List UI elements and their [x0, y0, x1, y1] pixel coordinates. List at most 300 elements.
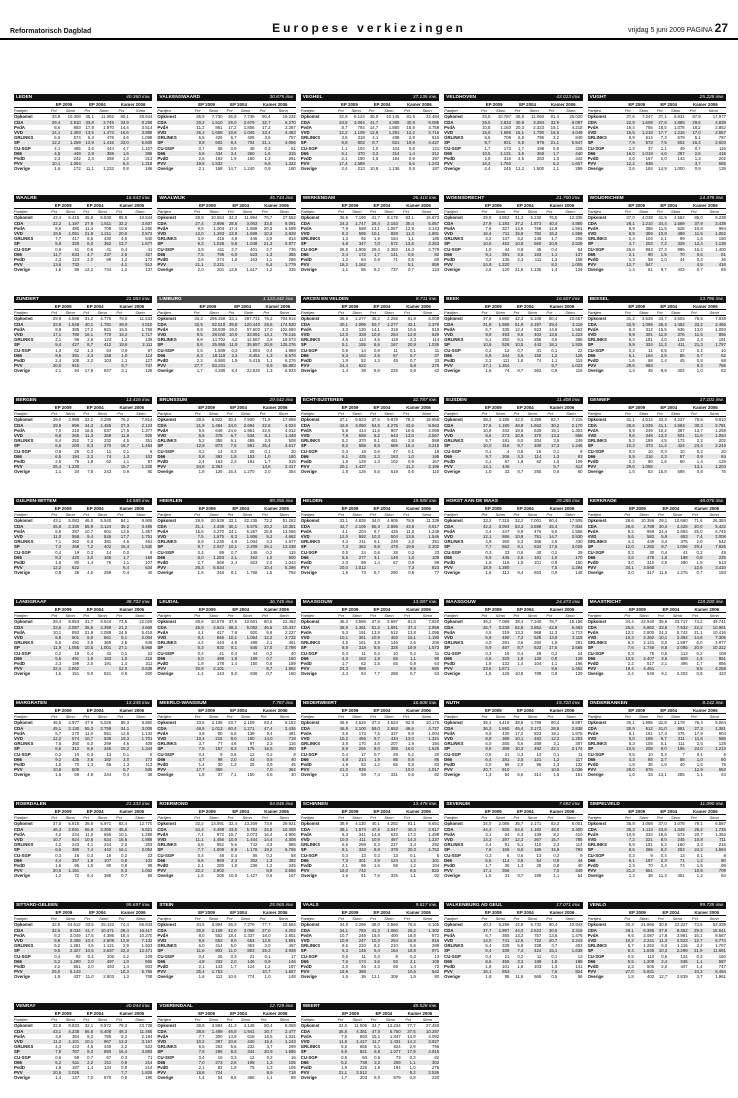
result-cell: 365	[247, 1075, 255, 1081]
result-cell: 0,3	[627, 549, 634, 555]
result-cell: 0,4	[341, 751, 348, 757]
party-name: CDA	[444, 322, 477, 327]
party-name: GRLINKS	[444, 539, 464, 545]
result-cell: 301	[635, 332, 653, 337]
column-group-ep2009: EP 2009	[477, 203, 509, 209]
party-name: SP	[14, 847, 47, 852]
result-cell: 9,0	[653, 746, 667, 751]
result-cell: 2,1	[55, 337, 62, 343]
party-name: D66	[14, 353, 47, 358]
column-header: Stmn	[667, 209, 685, 215]
column-header: Pct	[225, 310, 237, 316]
municipality-panel	[14, 599, 152, 694]
result-cell: 891	[667, 726, 685, 731]
result-cell: 16,1	[111, 847, 127, 852]
result-cell: 0,9	[121, 671, 128, 677]
result-cell: 13.238	[272, 544, 295, 549]
result-cell: 22,6	[255, 423, 271, 428]
result-cell: 103	[534, 964, 542, 970]
party-name: Opkomst	[157, 821, 177, 827]
column-header: Pct	[541, 209, 557, 215]
result-cell: 9,0	[223, 938, 237, 943]
result-cell: 3.284	[524, 120, 544, 125]
result-cell: 79	[721, 762, 726, 768]
municipality-name: SIMPELVELD	[589, 801, 620, 807]
result-cell: 481	[288, 730, 296, 736]
column-group-ep2004: EP 2004	[366, 304, 398, 310]
result-cell: 3,3	[509, 454, 523, 459]
result-cell: 0,9	[551, 368, 558, 374]
column-header: Stmn	[271, 108, 296, 114]
result-cell: 187	[432, 166, 440, 172]
column-group-ep2009: EP 2009	[477, 304, 509, 310]
result-cell: 1,0	[696, 368, 703, 374]
party-name: CU-SGP	[587, 347, 605, 353]
result-cell: 0,5	[341, 953, 348, 959]
party-name: D66	[444, 858, 477, 863]
column-header: Pct	[223, 411, 237, 417]
result-cell: 2.800	[643, 629, 655, 635]
result-cell: 74	[679, 863, 685, 869]
result-cell: 6,6	[484, 135, 491, 141]
result-cell: 1.240	[243, 166, 255, 172]
result-cell: 5,7	[541, 464, 559, 469]
result-cell: 11	[361, 953, 366, 959]
result-cell: 824	[557, 969, 582, 974]
result-cell: 767	[61, 1049, 79, 1054]
result-cell: 16,9	[406, 124, 415, 130]
result-cell: 3.093	[491, 524, 509, 529]
result-cell: 774	[247, 974, 255, 980]
column-group-ep2009: EP 2009	[477, 506, 509, 512]
result-cell: 2.852	[715, 124, 726, 130]
result-cell: 11,6	[191, 948, 205, 953]
result-cell: 6,1	[230, 438, 237, 444]
result-cell: 4.386	[103, 932, 115, 938]
column-header: Stmn	[557, 310, 582, 316]
result-cell: 24,3	[334, 666, 348, 671]
party-name: GRLINKS	[14, 943, 34, 949]
column-header: Stmn	[129, 916, 152, 922]
result-cell: 5,6	[55, 528, 62, 534]
result-cell: 10.601	[244, 619, 258, 625]
result-cell: 17,2	[407, 831, 416, 837]
result-cell: 25.955	[203, 342, 226, 347]
result-cell: 1.638	[557, 948, 582, 953]
party-name: GRLINKS	[14, 135, 34, 141]
column-header: Pct	[257, 613, 272, 619]
column-header: Pct	[477, 916, 491, 922]
column-header: Pct	[685, 108, 701, 114]
column-header: Pct	[477, 108, 490, 114]
result-cell: 10,6	[118, 225, 128, 231]
result-cell: 4,3	[334, 656, 348, 661]
result-cell: 443	[523, 342, 541, 347]
result-cell: 747	[127, 363, 152, 368]
result-cell: 7,4	[688, 534, 703, 539]
party-name: CU-SGP	[157, 751, 175, 757]
column-header: Pct	[366, 512, 380, 518]
result-cell: 242	[73, 156, 81, 162]
column-header: Partijen	[444, 411, 477, 417]
result-cell: 1.136	[388, 166, 400, 172]
result-cell: 5.742	[676, 629, 688, 635]
column-header: Stmn	[703, 714, 726, 720]
result-cell: 6,9	[79, 635, 93, 640]
result-cell: 191	[358, 629, 366, 635]
result-cell: 6,1	[621, 858, 635, 863]
result-cell: 6,0	[696, 640, 703, 646]
municipality-name: LIMBURG	[159, 296, 182, 302]
result-cell: 3,9	[341, 730, 348, 736]
party-name: CDA	[588, 827, 621, 832]
result-cell: 49	[721, 549, 726, 555]
result-cell: 17,5	[541, 544, 557, 549]
column-group-ep2009: EP 2009	[621, 910, 654, 916]
column-header: Pct	[685, 310, 703, 316]
result-cell: 260	[237, 151, 255, 156]
result-cell: 150	[250, 661, 258, 667]
result-cell: 4.238	[61, 1029, 79, 1034]
result-cell: 821	[103, 671, 112, 677]
result-cell: 3.528	[641, 316, 653, 322]
party-name: Opkomst	[444, 922, 463, 928]
result-cell: 347	[348, 241, 366, 246]
result-cell: 17,4	[334, 161, 347, 166]
party-name: D66	[301, 555, 334, 560]
result-cell: 285	[677, 772, 685, 778]
result-cell: 368	[103, 640, 112, 646]
results-table	[444, 304, 582, 374]
column-header: Stmn	[237, 209, 257, 215]
result-cell: 0,8	[407, 762, 414, 768]
result-cell: 33,2	[194, 316, 203, 322]
result-cell: 1,6	[696, 762, 703, 768]
result-cell: 2.715	[415, 130, 439, 135]
result-cell: 1,0	[111, 353, 127, 358]
column-header: Partijen	[14, 916, 47, 922]
table-row	[588, 166, 726, 171]
result-cell: 5,7	[55, 730, 62, 736]
result-cell: 9,7	[477, 454, 491, 459]
result-cell: 1,4	[87, 560, 94, 566]
result-cell: 9,2	[121, 1033, 128, 1039]
result-cell: 6,0	[87, 741, 94, 747]
result-cell: 12,9	[81, 140, 94, 145]
result-cell: 143	[216, 671, 225, 677]
result-cell: 5.165	[428, 922, 440, 928]
result-cell: 124	[247, 964, 255, 970]
column-group-ep2004: EP 2004	[79, 506, 111, 512]
result-cell: 74	[536, 358, 542, 364]
result-cell: 247	[502, 528, 510, 534]
result-cell: 2.141	[643, 640, 655, 646]
result-cell: 76,5	[548, 215, 558, 221]
result-cell: 12,0	[334, 332, 348, 337]
result-cell: 201	[217, 267, 225, 273]
result-cell: 0,2	[266, 751, 273, 757]
party-name: Overige	[444, 671, 461, 677]
result-cell: 34,0	[482, 821, 492, 827]
municipality-name: BRUNSSUM	[159, 397, 188, 403]
party-name: Opkomst	[587, 518, 607, 524]
result-cell: 15,1	[550, 124, 559, 130]
result-cell: 2,4	[654, 959, 667, 964]
column-header: Pct	[509, 209, 523, 215]
table-row	[588, 873, 726, 878]
result-cell: 10,6	[477, 342, 491, 347]
result-cell: 6,5	[341, 842, 348, 848]
result-cell: 1,8	[660, 762, 667, 768]
result-cell: 1,9	[198, 469, 205, 475]
result-cell: 21,1	[255, 140, 271, 145]
result-cell: 19,5	[398, 544, 414, 549]
result-cell: 62	[106, 459, 112, 465]
result-cell: 38	[74, 570, 80, 576]
result-cell: 24,2	[685, 847, 703, 852]
inhabitants-count: 25.228 inw.	[699, 94, 724, 100]
municipality-name: NUTH	[446, 700, 460, 706]
result-cell: 335	[502, 326, 510, 332]
party-name: CU-SGP	[587, 852, 605, 858]
party-name: CDA	[301, 827, 334, 832]
result-cell: 32,7	[255, 120, 271, 125]
party-name: D66	[301, 858, 334, 863]
municipality-name: WAALWIJK	[159, 195, 186, 201]
result-cell: 8,5	[373, 368, 380, 374]
result-cell: 426	[215, 135, 223, 141]
result-cell: 32,2	[514, 518, 524, 524]
result-cell: 17	[679, 347, 685, 353]
result-cell: 42,6	[334, 423, 348, 428]
result-cell: 13,7	[111, 241, 127, 246]
result-cell: 145	[348, 948, 366, 953]
result-cell: 540	[145, 236, 153, 242]
result-cell: 5,9	[621, 454, 635, 459]
result-cell: 168	[215, 166, 223, 172]
result-cell: 69	[74, 772, 80, 778]
party-name: GRLINKS	[14, 438, 34, 444]
column-header: Pct	[224, 512, 237, 518]
result-cell: 5.083	[68, 518, 80, 524]
result-cell: 7,8	[334, 433, 348, 438]
column-header: Pct	[621, 916, 634, 922]
result-cell: 37,2	[509, 221, 523, 226]
party-name: Overige	[444, 469, 461, 475]
results-table	[14, 607, 152, 677]
party-name: PvdD	[587, 358, 599, 364]
result-cell: 12,6	[509, 938, 523, 943]
result-cell: 85	[147, 873, 153, 879]
result-cell: 3,9	[197, 246, 204, 252]
column-group-kamer2006: Kamer 2006	[398, 910, 439, 916]
party-name: SP	[301, 140, 334, 145]
result-cell: 2.277	[355, 316, 366, 322]
result-cell: 38,1	[334, 827, 348, 832]
result-cell: 4,8	[334, 241, 348, 246]
inhabitants-count: 13.416 inw.	[126, 397, 151, 403]
result-cell: 2,7	[266, 246, 273, 252]
result-cell: 0,3	[55, 852, 62, 858]
result-cell: 33	[647, 772, 653, 778]
result-cell: 10,8	[514, 671, 524, 677]
result-cell: 16	[74, 852, 80, 858]
result-cell: 37,6	[371, 417, 380, 423]
result-cell: 3.005	[129, 726, 152, 731]
result-cell: 8,3	[111, 868, 127, 873]
result-cell: 1,2	[264, 964, 271, 970]
party-name: D66	[444, 959, 477, 964]
party-name: CDA	[14, 322, 47, 327]
inhabitants-count: 32.787 inw.	[412, 397, 438, 403]
result-cell: 4.838	[701, 120, 726, 125]
result-cell: 281	[491, 757, 509, 762]
result-cell: 3,0	[79, 555, 93, 560]
result-cell: 2.115	[557, 635, 582, 640]
result-cell: 244	[72, 831, 80, 837]
result-cell: 1.393	[60, 130, 81, 135]
result-cell: 11.092	[101, 114, 114, 120]
result-cell: 574	[61, 736, 79, 741]
result-cell: 5.422	[702, 524, 725, 529]
result-cell: 165	[93, 555, 111, 560]
result-cell: 13,5	[398, 241, 414, 246]
result-cell: 10,7	[47, 837, 61, 842]
result-cell: 16	[536, 448, 542, 454]
result-cell: 194	[61, 454, 79, 459]
result-cell: 45,3	[653, 322, 667, 327]
column-header: Pct	[47, 310, 61, 316]
party-name: GRLINKS	[300, 236, 321, 242]
party-name: PvdA	[157, 629, 169, 635]
result-cell: 244	[103, 842, 112, 848]
party-name: SP	[588, 342, 621, 347]
party-name: D66	[301, 151, 334, 156]
result-cell: 5,1	[334, 151, 347, 156]
result-cell: 93	[559, 454, 582, 459]
column-header: Pct	[621, 108, 635, 114]
party-name: PVV	[588, 262, 621, 267]
result-cell: 0,1	[696, 751, 703, 757]
municipality-panel	[157, 801, 295, 896]
result-cell: 11,7	[47, 252, 61, 257]
result-cell: 163	[250, 257, 258, 263]
result-cell: 2.087	[61, 625, 79, 630]
result-cell: 2,4	[660, 863, 667, 869]
result-cell: 2,6	[485, 267, 492, 273]
result-cell: 202	[718, 438, 726, 444]
result-cell: 12,2	[334, 130, 347, 135]
result-cell: 8.034	[60, 928, 80, 933]
result-cell: 43,6	[398, 423, 414, 428]
result-cell: 12.770	[139, 821, 153, 827]
result-cell: 15,2	[111, 332, 127, 337]
result-cell: 523	[237, 252, 257, 257]
result-cell: 1.880	[388, 124, 400, 130]
municipality-header	[301, 397, 439, 404]
column-header: Stmn	[414, 411, 439, 417]
party-name: SP	[444, 544, 477, 549]
party-name: PvdD	[300, 762, 312, 768]
result-cell: 1.717	[127, 332, 152, 337]
party-name: CDA	[14, 928, 47, 933]
municipality-name: BEEK	[446, 296, 460, 302]
result-cell: 1,3	[230, 762, 237, 768]
party-name: PVV	[301, 565, 334, 570]
result-cell: 18,8	[407, 932, 416, 938]
column-group-ep2004: EP 2004	[367, 1011, 401, 1017]
column-group-ep2009: EP 2009	[191, 203, 225, 209]
result-cell: 32,8	[658, 720, 667, 726]
result-cell: 2,2	[54, 964, 61, 970]
party-name: CU-SGP	[444, 145, 461, 151]
result-cell: 0,5	[628, 751, 635, 757]
municipality-panel	[301, 397, 439, 492]
result-cell: 1.005	[557, 262, 582, 267]
result-cell: 1,8	[541, 959, 557, 964]
results-table	[301, 203, 439, 273]
column-header: Partijen	[588, 411, 621, 417]
result-cell: 5,3	[341, 629, 348, 635]
result-cell: 1,2	[628, 873, 635, 879]
results-table	[157, 910, 295, 980]
column-group-kamer2006: Kamer 2006	[398, 708, 439, 714]
result-cell: 186	[432, 236, 440, 242]
result-cell: 5,1	[398, 262, 414, 267]
result-cell: 856	[718, 661, 726, 667]
result-cell: 1.751	[129, 534, 152, 539]
result-cell: 296	[288, 257, 296, 263]
result-cell: 36	[504, 863, 510, 869]
result-cell: 39,8	[225, 322, 237, 327]
result-cell: 25,4	[255, 443, 271, 448]
result-cell: 104	[392, 145, 400, 151]
party-name: CU-SGP	[444, 448, 461, 454]
party-name: GRLINKS	[300, 135, 321, 141]
party-name: PvdA	[157, 932, 169, 938]
column-header: Stmn	[347, 108, 364, 114]
inhabitants-count: 14.378 inw.	[699, 195, 724, 201]
result-cell: 0,8	[55, 570, 62, 576]
column-group-kamer2006: Kamer 2006	[255, 910, 296, 916]
result-cell: 4.038	[641, 215, 653, 221]
result-cell: 1.348	[667, 827, 685, 832]
result-cell: 5,2	[47, 959, 60, 964]
result-cell: 20,9	[688, 645, 703, 650]
table-row	[301, 974, 439, 979]
result-cell: 4,4	[47, 858, 61, 863]
result-cell: 814	[288, 236, 296, 242]
column-header: Pct	[366, 411, 380, 417]
column-header: Pct	[509, 310, 523, 316]
column-group-ep2004: EP 2004	[509, 506, 541, 512]
result-cell: 82,8	[405, 720, 414, 726]
result-cell: 249	[575, 438, 583, 444]
result-cell: 92	[434, 873, 440, 879]
party-name: VVD	[301, 635, 334, 640]
result-cell: 633	[523, 645, 541, 650]
result-cell: 734	[103, 267, 112, 273]
result-cell: 7,5	[191, 746, 205, 751]
result-cell: 536	[667, 959, 687, 964]
result-cell: 1.790	[524, 130, 544, 135]
result-cell: 8,2	[553, 831, 560, 837]
results-table	[588, 910, 726, 980]
result-cell: 30,6	[541, 928, 557, 933]
result-cell: 1,0	[255, 454, 271, 459]
result-cell: 0,3	[696, 953, 703, 959]
result-cell: 3,4	[409, 842, 416, 848]
